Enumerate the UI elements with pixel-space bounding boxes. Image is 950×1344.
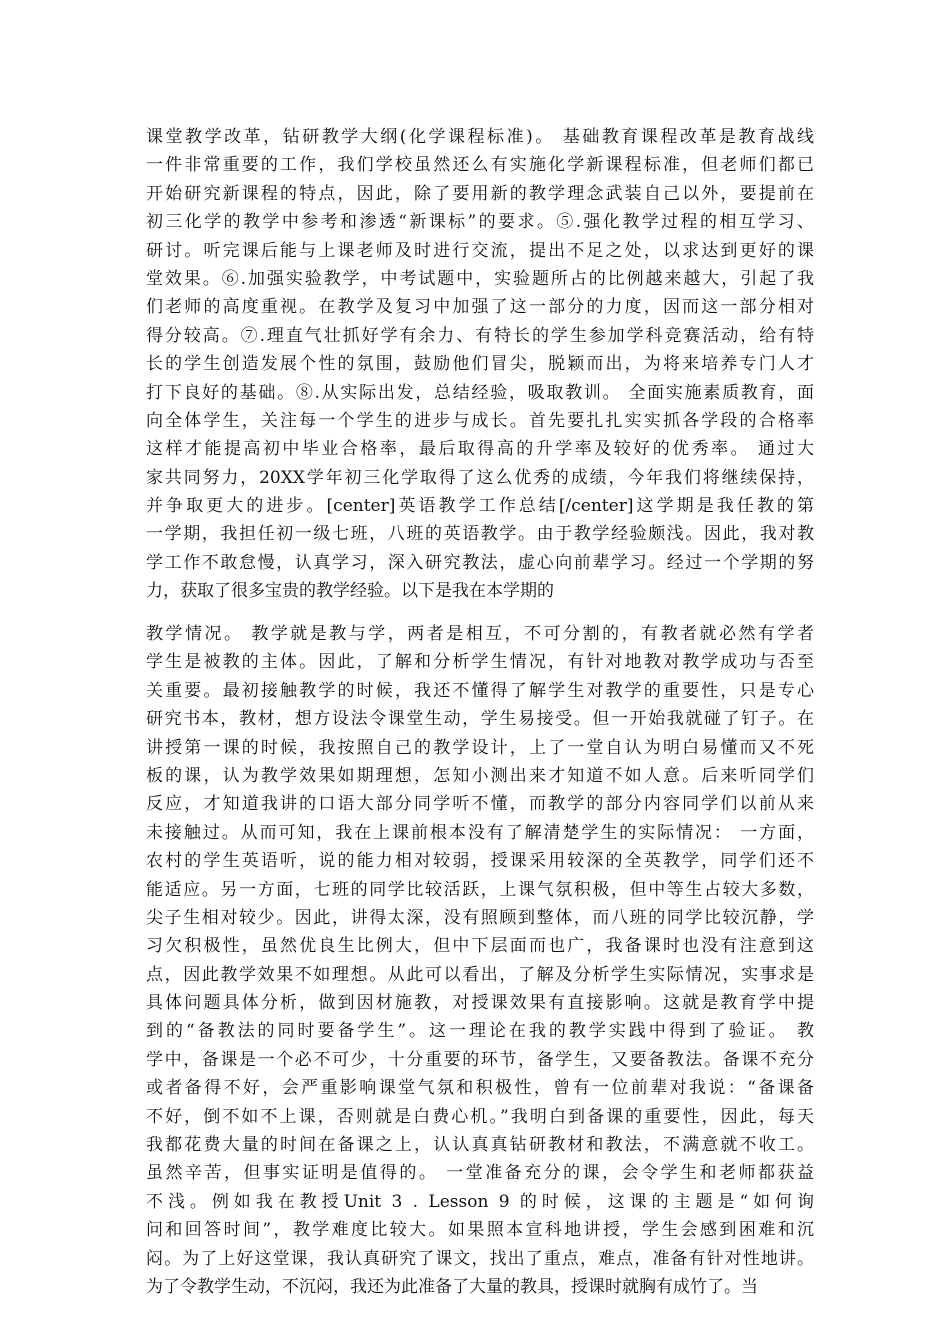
text-line: 板的课，认为教学效果如期理想，怎知小测出来才知道不如人意。后来听同学们 bbox=[146, 765, 814, 786]
text-line: 学生是被教的主体。因此，了解和分析学生情况，有针对地教对教学成功与否至 bbox=[146, 652, 814, 673]
text-line: 农村的学生英语听，说的能力相对较弱，授课采用较深的全英教学，同学们还不 bbox=[146, 851, 814, 872]
text-line: 尖子生相对较少。因此，讲得太深，没有照顾到整体，而八班的同学比较沉静，学 bbox=[146, 907, 814, 928]
text-line: 们老师的高度重视。在教学及复习中加强了这一部分的力度，因而这一部分相对 bbox=[146, 297, 814, 318]
text-line: 为了令教学生动，不沉闷，我还为此准备了大量的教具，授课时就胸有成竹了。当 bbox=[146, 1276, 758, 1297]
text-block-first bbox=[146, 123, 814, 606]
text-line: 关重要。最初接触教学的时候，我还不懂得了解学生对教学的重要性，只是专心 bbox=[146, 680, 814, 701]
text-line: 习欠积极性，虽然优良生比例大，但中下层面而也广，我备课时也没有注意到这 bbox=[146, 936, 814, 957]
text-line: 我都花费大量的时间在备课之上，认认真真钻研教材和教法，不满意就不收工。 bbox=[146, 1135, 814, 1156]
text-line: 学中，备课是一个必不可少，十分重要的环节，备学生，又要备教法。备课不充分 bbox=[146, 1049, 814, 1070]
text-line: 课堂教学改革，钻研教学大纲(化学课程标准)。 基础教育课程改革是教育战线 bbox=[146, 127, 814, 147]
text-line: 打下良好的基础。⑧.从实际出发，总结经验，吸取教训。 全面实施素质教育，面 bbox=[146, 382, 814, 403]
text-line: 一学期，我担任初一级七班，八班的英语教学。由于教学经验颇浅。因此，我对教 bbox=[146, 524, 814, 545]
text-line: 研讨。听完课后能与上课老师及时进行交流，提出不足之处，以求达到更好的课 bbox=[146, 240, 814, 261]
text-line: 研究书本，教材，想方设法令课堂生动，学生易接受。但一开始我就碰了钉子。在 bbox=[146, 709, 814, 730]
text-line: 这样才能提高初中毕业合格率，最后取得高的升学率及较好的优秀率。 通过大 bbox=[146, 439, 814, 460]
text-line: 讲授第一课的时候，我按照自己的教学设计，上了一堂自认为明白易懂而又不死 bbox=[146, 737, 814, 758]
text-block-second bbox=[146, 620, 814, 1301]
text-line: 点，因此教学效果不如理想。从此可以看出，了解及分析学生实际情况，实事求是 bbox=[146, 964, 814, 985]
text-line: 或者备得不好，会严重影响课堂气氛和积极性，曾有一位前辈对我说：“备课备 bbox=[146, 1078, 814, 1099]
text-line: 得分较高。⑦.理直气壮抓好学有余力、有特长的学生参加学科竞赛活动，给有特 bbox=[146, 325, 814, 346]
text-line: 闷。为了上好这堂课，我认真研究了课文，找出了重点，难点，准备有针对性地讲。 bbox=[146, 1248, 814, 1269]
text-line: 向全体学生，关注每一个学生的进步与成长。首先要扎扎实实抓各学段的合格率 bbox=[146, 410, 814, 431]
text-line: 一件非常重要的工作，我们学校虽然还么有实施化学新课程标准，但老师们都已 bbox=[146, 155, 814, 176]
text-line: 到的“备教法的同时要备学生”。这一理论在我的教学实践中得到了验证。 教 bbox=[146, 1021, 814, 1042]
text-line: 不好，倒不如不上课，否则就是白费心机。”我明白到备课的重要性，因此，每天 bbox=[146, 1106, 814, 1127]
text-line: 力，获取了很多宝贵的教学经验。以下是我在本学期的 bbox=[146, 581, 554, 602]
text-line: 开始研究新课程的特点，因此，除了要用新的教学理念武装自己以外，要提前在 bbox=[146, 183, 814, 204]
text-line: 并争取更大的进步。[center]英语教学工作总结[/center]这学期是我任教的第 bbox=[146, 496, 814, 517]
text-line: 能适应。另一方面，七班的同学比较活跃，上课气氛积极，但中等生占较大多数， bbox=[146, 879, 814, 900]
text-line: 学工作不敢怠慢，认真学习，深入研究教法，虚心向前辈学习。经过一个学期的努 bbox=[146, 552, 814, 573]
text-line: 长的学生创造发展个性的氛围，鼓励他们冒尖，脱颖而出，为将来培养专门人才 bbox=[146, 354, 814, 375]
text-line: 反应，才知道我讲的口语大部分同学听不懂，而教学的部分内容同学们以前从来 bbox=[146, 794, 814, 815]
text-line: 不浅。例如我在教授Unit 3 . Lesson 9 的时候，这课的主题是“如何询 bbox=[146, 1191, 814, 1212]
text-line: 堂效果。⑥.加强实验教学，中考试题中，实验题所占的比例越来越大，引起了我 bbox=[146, 268, 814, 289]
text-line: 问和回答时间”，教学难度比较大。如果照本宣科地讲授，学生会感到困难和沉 bbox=[146, 1220, 814, 1241]
text-line: 具体问题具体分析，做到因材施教，对授课效果有直接影响。这就是教育学中提 bbox=[146, 993, 814, 1014]
text-line: 教学情况。 教学就是教与学，两者是相互，不可分割的，有教者就必然有学者 bbox=[146, 624, 814, 644]
text-line: 虽然辛苦，但事实证明是值得的。 一堂准备充分的课，会令学生和老师都获益 bbox=[146, 1163, 814, 1184]
text-line: 家共同努力，20XX学年初三化学取得了这么优秀的成绩，今年我们将继续保持， bbox=[146, 467, 814, 488]
text-line: 未接触过。从而可知，我在上课前根本没有了解清楚学生的实际情况： 一方面， bbox=[146, 822, 814, 843]
text-line: 初三化学的教学中参考和渗透“新课标”的要求。⑤.强化教学过程的相互学习、 bbox=[146, 212, 814, 233]
